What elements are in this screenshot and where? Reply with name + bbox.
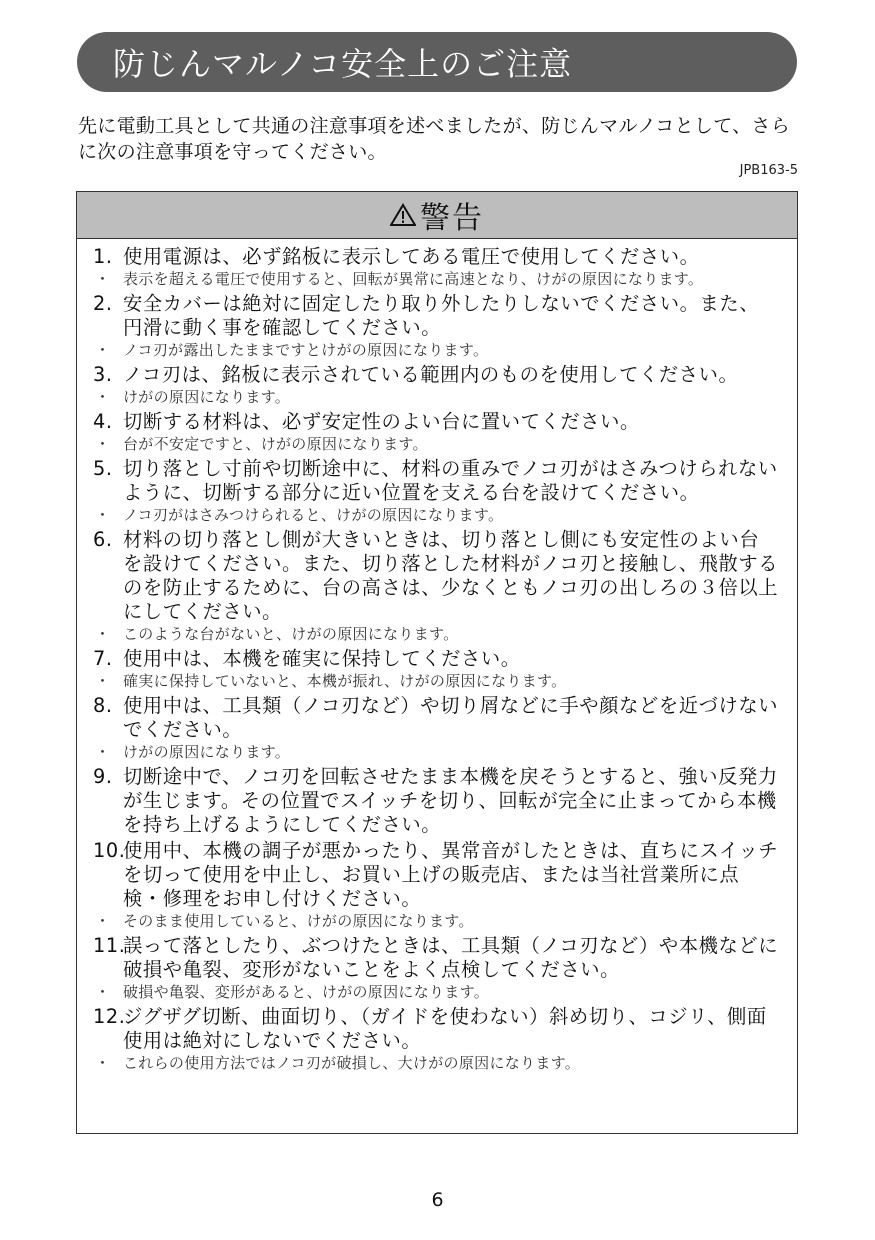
section-title-bar bbox=[77, 32, 797, 92]
document-code: JPB163-5 bbox=[739, 163, 798, 178]
item-number: 8. bbox=[93, 694, 113, 717]
warning-item bbox=[93, 363, 779, 408]
warning-item bbox=[93, 647, 779, 692]
item-note: けがの原因になります。 bbox=[123, 388, 291, 406]
page-title: 防じんマルノコ安全上のご注意 bbox=[113, 45, 573, 83]
item-note: そのまま使用していると、けがの原因になります。 bbox=[123, 912, 474, 930]
item-number: 3. bbox=[93, 363, 113, 386]
bullet-dot: ・ bbox=[95, 341, 111, 359]
item-note: ノコ刃が露出したままですとけがの原因になります。 bbox=[123, 341, 489, 359]
item-number: 10. bbox=[93, 839, 126, 862]
item-number: 7. bbox=[93, 647, 113, 670]
warning-item bbox=[93, 457, 779, 526]
item-number: 11. bbox=[93, 934, 126, 957]
item-note: 確実に保持していないと、本機が振れ、けがの原因になります。 bbox=[123, 672, 567, 690]
bullet-dot: ・ bbox=[95, 506, 111, 524]
item-text: 使用中は、工具類（ノコ刃など）や切り屑などに手や顔などを近づけないでください。 bbox=[123, 694, 779, 741]
item-text: 材料の切り落とし側が大きいときは、切り落とし側にも安定性のよい台を設けてください。また、切り落とした材料がノコ刃と接触し、飛散するのを防止するために、台の高さは、少なくともノコ刃の出しろの３倍以上にしてください。 bbox=[123, 528, 779, 623]
bullet-dot: ・ bbox=[95, 625, 111, 643]
item-number: 12. bbox=[93, 1005, 126, 1028]
item-note: 表示を超える電圧で使用すると、回転が異常に高速となり、けがの原因になります。 bbox=[123, 270, 704, 288]
warning-box bbox=[76, 191, 798, 1134]
item-number: 2. bbox=[93, 292, 113, 315]
warning-item bbox=[93, 410, 779, 455]
item-number: 4. bbox=[93, 410, 113, 433]
warning-item bbox=[93, 934, 779, 1003]
bullet-dot: ・ bbox=[95, 270, 111, 288]
page-number: 6 bbox=[431, 1189, 444, 1211]
warning-item bbox=[93, 292, 779, 361]
item-note: けがの原因になります。 bbox=[123, 743, 291, 761]
warning-item bbox=[93, 1005, 779, 1074]
bullet-dot: ・ bbox=[95, 388, 111, 406]
item-text: 使用中、本機の調子が悪かったり、異常音がしたときは、直ちにスイッチを切って使用を中止し、お買い上げの販売店、または当社営業所に点検・修理をお申し付けください。 bbox=[123, 839, 779, 910]
item-number: 1. bbox=[93, 245, 113, 268]
intro-paragraph: 先に電動工具として共通の注意事項を述べましたが、防じんマルノコとして、さらに次の注意事項を守ってください。 bbox=[78, 115, 791, 163]
item-number: 5. bbox=[93, 457, 113, 480]
item-text: ジグザグ切断、曲面切り、（ガイドを使わない）斜め切り、コジリ、側面使用は絶対にしないでください。 bbox=[123, 1005, 767, 1052]
warning-list bbox=[77, 239, 797, 1074]
item-note: このような台がないと、けがの原因になります。 bbox=[123, 625, 459, 643]
item-text: 使用電源は、必ず銘板に表示してある電圧で使用してください。 bbox=[123, 245, 700, 268]
item-note: 台が不安定ですと、けがの原因になります。 bbox=[123, 435, 428, 453]
item-text: 切断する材料は、必ず安定性のよい台に置いてください。 bbox=[123, 410, 640, 433]
item-note: ノコ刃がはさみつけられると、けがの原因になります。 bbox=[123, 506, 504, 524]
warning-item bbox=[93, 839, 779, 932]
bullet-dot: ・ bbox=[95, 1054, 111, 1072]
warning-header bbox=[77, 192, 797, 239]
item-text: ノコ刃は、銘板に表示されている範囲内のものを使用してください。 bbox=[123, 363, 739, 386]
bullet-dot: ・ bbox=[95, 435, 111, 453]
item-text: 切断途中で、ノコ刃を回転させたまま本機を戻そうとすると、強い反発力が生じます。その位置でスイッチを切り、回転が完全に止まってから本機を持ち上げるようにしてください。 bbox=[123, 765, 778, 836]
bullet-dot: ・ bbox=[95, 912, 111, 930]
bullet-dot: ・ bbox=[95, 672, 111, 690]
warning-item bbox=[93, 528, 779, 645]
item-text: 安全カバーは絶対に固定したり取り外したりしないでください。また、円滑に動く事を確認してください。 bbox=[123, 292, 760, 339]
item-text: 使用中は、本機を確実に保持してください。 bbox=[123, 647, 521, 670]
item-text: 切り落とし寸前や切断途中に、材料の重みでノコ刃がはさみつけられないように、切断する部分に近い位置を支える台を設けてください。 bbox=[123, 457, 778, 504]
warning-item bbox=[93, 765, 779, 837]
bullet-dot: ・ bbox=[95, 743, 111, 761]
item-number: 6. bbox=[93, 528, 113, 551]
item-number: 9. bbox=[93, 765, 113, 788]
item-text: 誤って落としたり、ぶつけたときは、工具類（ノコ刃など）や本機などに破損や亀裂、変形がないことをよく点検してください。 bbox=[123, 934, 779, 981]
item-note: これらの使用方法ではノコ刃が破損し、大けがの原因になります。 bbox=[123, 1054, 581, 1072]
warning-title: 警告 bbox=[420, 201, 484, 236]
warning-triangle-icon bbox=[390, 203, 416, 227]
item-note: 破損や亀裂、変形があると、けがの原因になります。 bbox=[123, 983, 490, 1001]
warning-item bbox=[93, 245, 779, 290]
warning-item bbox=[93, 694, 779, 763]
bullet-dot: ・ bbox=[95, 983, 111, 1001]
